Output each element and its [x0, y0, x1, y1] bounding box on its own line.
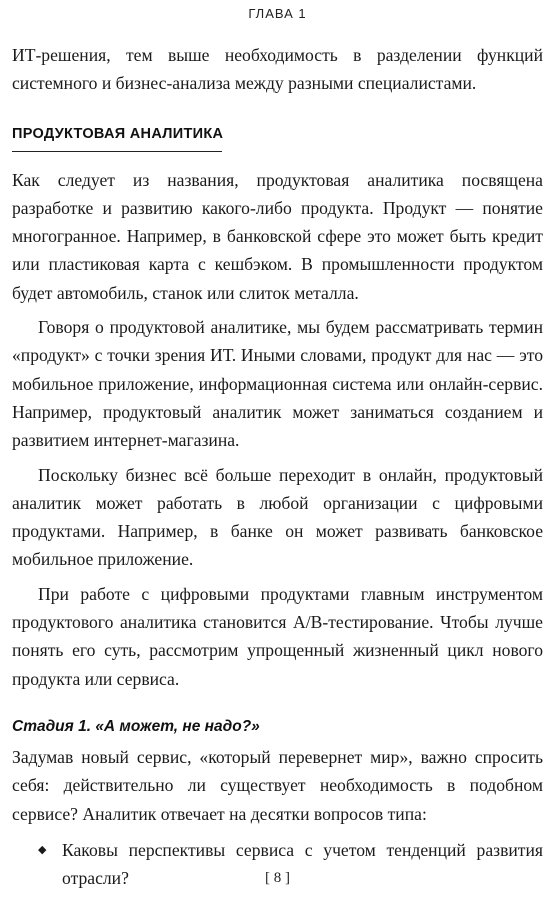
intro-paragraph: ИТ-решения, тем выше необходимость в разделении функций системного и бизнес-анализа между разными специалистами.	[12, 45, 543, 94]
stage-paragraph: Задумав новый сервис, «который перевернет мир», важно спросить себя: действительно ли существует необходимость в подобном сервисе? Аналитик отвечает на десятки вопросов типа:	[12, 746, 543, 824]
section-paragraph-1: Как следует из названия, продуктовая аналитика посвящена разработке и развитию какого-либо продукта. Продукт — понятие многогранное. Например, в банковской сфере это может быть кредит или пластиковая карта с кешбэком. В промышленности продуктом будет автомобиль, станок или слиток металла.	[12, 169, 543, 303]
page-number: [ 8 ]	[265, 870, 290, 886]
heading-underline	[12, 151, 222, 152]
section-paragraph-2: Говоря о продуктовой аналитике, мы будем рассматривать термин «продукт» с точки зрения ИТ. Иными словами, продукт для нас — это мобильное приложение, информационная система или онлайн-сервис. Например, продуктовый аналитик может заниматься созданием и развитием интернет-магазина.	[12, 317, 543, 451]
list-item-text: Каковы перспективы сервиса с учетом тенденций развития отрасли?	[62, 839, 543, 889]
diamond-bullet-icon: ◆	[38, 843, 47, 856]
stage-heading: Стадия 1. «А может, не надо?»	[12, 717, 260, 735]
page-body	[12, 41, 543, 892]
section-heading: ПРОДУКТОВАЯ АНАЛИТИКА	[12, 125, 224, 142]
section-paragraph-4: При работе с цифровыми продуктами главным инструментом продуктового аналитика становится A/B-тестирование. Чтобы лучше понять его суть, рассмотрим упрощенный жизненный цикл нового продукта или сервиса.	[12, 583, 543, 689]
running-head: ГЛАВА 1	[248, 6, 307, 21]
section-paragraph-3: Поскольку бизнес всё больше переходит в онлайн, продуктовый аналитик может работать в любой организации с цифровыми продуктами. Например, в банке он может развивать банковское мобильное приложение.	[12, 464, 543, 570]
